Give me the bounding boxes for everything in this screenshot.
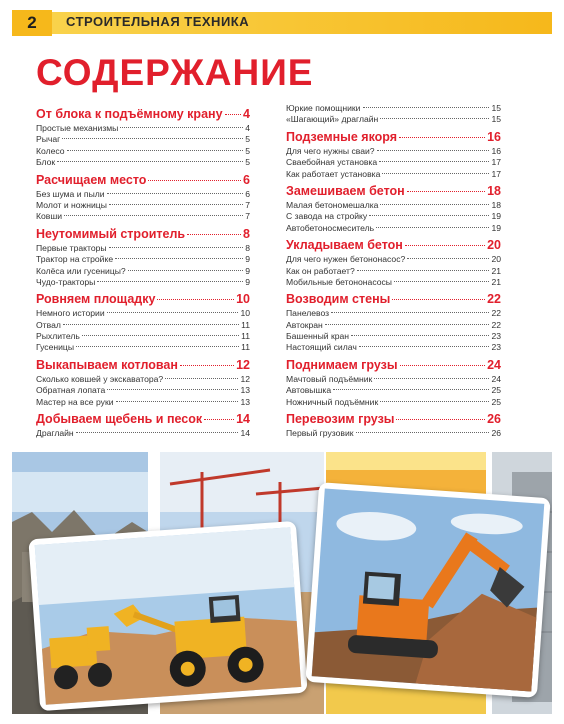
toc-subsection-entry bbox=[286, 331, 501, 342]
toc-entry-title: Молот и ножницы bbox=[36, 199, 107, 210]
toc-entry-title: Выкапываем котлован bbox=[36, 357, 178, 372]
toc-entry-title: От блока к подъёмному крану bbox=[36, 107, 223, 121]
toc-entry-title: Поднимаем грузы bbox=[286, 357, 398, 372]
excavator-photo bbox=[305, 482, 550, 698]
toc-entry-title: Сколько ковшей у экскаватора? bbox=[36, 373, 164, 384]
toc-subsection-entry bbox=[286, 103, 501, 114]
toc-subsection-entry bbox=[36, 157, 250, 168]
toc-entry-title: Добываем щебень и песок bbox=[36, 412, 203, 427]
toc-right-column bbox=[286, 103, 501, 439]
toc-subsection-entry bbox=[286, 211, 501, 222]
toc-entry-page: 9 bbox=[245, 265, 250, 276]
dot-leader bbox=[376, 227, 489, 228]
toc-subsection-entry bbox=[36, 189, 250, 200]
toc-entry-title: Мобильные бетононасосы bbox=[286, 276, 392, 287]
dot-leader bbox=[382, 173, 489, 174]
toc-subsection-entry bbox=[286, 157, 501, 168]
dot-leader bbox=[116, 401, 239, 402]
toc-entry-page: 10 bbox=[236, 292, 250, 307]
toc-entry-page: 24 bbox=[487, 357, 501, 372]
dot-leader bbox=[369, 215, 489, 216]
toc-subsection-entry bbox=[36, 342, 250, 353]
toc-entry-page: 17 bbox=[491, 168, 501, 179]
toc-section-entry bbox=[286, 128, 501, 146]
toc-entry-title: Для чего нужны сваи? bbox=[286, 145, 375, 156]
toc-entry-page: 11 bbox=[241, 319, 250, 330]
toc-entry-title: Перевозим грузы bbox=[286, 412, 395, 427]
dot-leader bbox=[392, 299, 485, 300]
toc-entry-title: Ковши bbox=[36, 211, 63, 222]
orange-crawler-excavator-illustration bbox=[305, 482, 550, 698]
toc-entry-title: Укладываем бетон bbox=[286, 238, 403, 253]
toc-entry-title: Чудо-тракторы bbox=[36, 276, 96, 287]
toc-subsection-entry bbox=[286, 385, 501, 396]
toc-entry-title: «Шагающий» драглайн bbox=[286, 114, 379, 125]
toc-entry-title: Рыхлитель bbox=[36, 331, 80, 342]
toc-subsection-entry bbox=[36, 211, 250, 222]
dot-leader bbox=[359, 346, 490, 347]
dot-leader bbox=[333, 389, 489, 390]
toc-entry-title: Ровняем площадку bbox=[36, 292, 156, 307]
dot-leader bbox=[379, 161, 489, 162]
dot-leader bbox=[107, 193, 244, 194]
toc-entry-title: Первый грузовик bbox=[286, 428, 354, 439]
toc-entry-title: Автокран bbox=[286, 319, 323, 330]
toc-entry-page: 18 bbox=[487, 183, 501, 198]
toc-entry-page: 11 bbox=[241, 331, 250, 342]
toc-entry-title: Гусеницы bbox=[36, 342, 74, 353]
toc-entry-title: Отвал bbox=[36, 319, 61, 330]
dot-leader bbox=[225, 114, 242, 115]
dot-leader bbox=[363, 107, 490, 108]
toc-entry-page: 21 bbox=[491, 276, 501, 287]
toc-entry-title: Для чего нужен бетононасос? bbox=[286, 254, 406, 265]
dot-leader bbox=[57, 161, 243, 162]
toc-entry-title: Малая бетономешалка bbox=[286, 199, 379, 210]
wheel-loader-photo bbox=[28, 521, 307, 711]
toc-section-entry bbox=[36, 290, 250, 308]
toc-subsection-entry bbox=[36, 320, 250, 331]
toc-subsection-entry bbox=[36, 277, 250, 288]
toc-entry-title: Неутомимый строитель bbox=[36, 226, 186, 241]
toc-entry-title: Автовышка bbox=[286, 385, 332, 396]
toc-entry-page: 11 bbox=[241, 342, 250, 353]
toc-section-entry bbox=[286, 182, 501, 200]
toc-subsection-entry bbox=[36, 243, 250, 254]
toc-entry-title: Замешиваем бетон bbox=[286, 183, 405, 198]
toc-entry-title: Первые тракторы bbox=[36, 242, 107, 253]
dot-leader bbox=[357, 270, 490, 271]
toc-entry-page: 5 bbox=[245, 157, 250, 168]
toc-entry-page: 13 bbox=[240, 396, 250, 407]
dot-leader bbox=[107, 389, 238, 390]
toc-subsection-entry bbox=[286, 308, 501, 319]
toc-entry-page: 15 bbox=[491, 103, 501, 113]
toc-entry-page: 8 bbox=[243, 226, 250, 241]
toc-section-entry bbox=[36, 410, 250, 428]
toc-entry-title: Как работает установка bbox=[286, 168, 381, 179]
page-number: 2 bbox=[12, 10, 52, 36]
header-title: СТРОИТЕЛЬНАЯ ТЕХНИКА bbox=[66, 14, 250, 29]
toc-subsection-entry bbox=[286, 200, 501, 211]
toc-subsection-entry bbox=[286, 266, 501, 277]
toc-entry-title: Обратная лопата bbox=[36, 385, 106, 396]
toc-entry-title: Простые механизмы bbox=[36, 123, 119, 133]
dot-leader bbox=[62, 138, 243, 139]
toc-subsection-entry bbox=[286, 374, 501, 385]
dot-leader bbox=[165, 378, 238, 379]
dot-leader bbox=[187, 234, 241, 235]
toc-entry-page: 10 bbox=[240, 308, 250, 319]
toc-entry-page: 16 bbox=[491, 145, 501, 156]
dot-leader bbox=[107, 312, 239, 313]
dot-leader bbox=[407, 191, 485, 192]
wheel-loader-and-dump-truck-illustration bbox=[28, 521, 307, 711]
toc-entry-page: 4 bbox=[245, 123, 250, 133]
toc-entry-page: 19 bbox=[491, 222, 501, 233]
toc-entry-title: Башенный кран bbox=[286, 331, 350, 342]
toc-entry-page: 23 bbox=[491, 331, 501, 342]
dot-leader bbox=[380, 118, 489, 119]
toc-subsection-entry bbox=[36, 146, 250, 157]
dot-leader bbox=[325, 324, 490, 325]
toc-entry-page: 6 bbox=[245, 188, 250, 199]
toc-section-entry bbox=[286, 356, 501, 374]
toc-entry-title: Колёса или гусеницы? bbox=[36, 265, 126, 276]
dot-leader bbox=[120, 127, 243, 128]
toc-entry-title: С завода на стройку bbox=[286, 211, 368, 222]
toc-entry-page: 22 bbox=[491, 308, 501, 319]
dot-leader bbox=[63, 324, 239, 325]
dot-leader bbox=[400, 365, 486, 366]
dot-leader bbox=[204, 419, 234, 420]
dot-leader bbox=[157, 299, 234, 300]
toc-subsection-entry bbox=[286, 223, 501, 234]
toc-entry-title: Трактор на стройке bbox=[36, 254, 114, 265]
toc-subsection-entry bbox=[36, 123, 250, 134]
toc-subsection-entry bbox=[36, 254, 250, 265]
toc-section-entry bbox=[286, 410, 501, 428]
toc-title: СОДЕРЖАНИЕ bbox=[36, 52, 314, 93]
toc-entry-page: 22 bbox=[491, 319, 501, 330]
toc-section-entry bbox=[286, 236, 501, 254]
toc-entry-title: Панелевоз bbox=[286, 308, 330, 319]
toc-entry-page: 18 bbox=[491, 199, 501, 210]
toc-entry-page: 8 bbox=[245, 242, 250, 253]
toc-entry-page: 26 bbox=[491, 428, 501, 439]
toc-subsection-entry bbox=[286, 254, 501, 265]
toc-entry-title: Мачтовый подъёмник bbox=[286, 373, 373, 384]
dot-leader bbox=[148, 180, 241, 181]
toc-entry-page: 9 bbox=[245, 254, 250, 265]
toc-subsection-entry bbox=[286, 277, 501, 288]
toc-subsection-entry bbox=[36, 266, 250, 277]
toc-entry-page: 25 bbox=[491, 385, 501, 396]
toc-subsection-entry bbox=[286, 114, 501, 125]
toc-entry-page: 13 bbox=[240, 385, 250, 396]
toc-entry-title: Возводим стены bbox=[286, 292, 391, 307]
toc-entry-page: 20 bbox=[491, 254, 501, 265]
toc-entry-page: 22 bbox=[487, 292, 501, 307]
toc-entry-page: 7 bbox=[245, 199, 250, 210]
toc-entry-title: Блок bbox=[36, 157, 56, 168]
toc-entry-page: 4 bbox=[243, 107, 250, 121]
toc-entry-page: 26 bbox=[487, 412, 501, 427]
toc-entry-page: 20 bbox=[487, 238, 501, 253]
toc-entry-title: Как он работает? bbox=[286, 265, 355, 276]
dot-leader bbox=[377, 150, 490, 151]
dot-leader bbox=[356, 432, 490, 433]
dot-leader bbox=[407, 258, 489, 259]
toc-entry-page: 5 bbox=[245, 145, 250, 156]
dot-leader bbox=[76, 432, 239, 433]
dot-leader bbox=[399, 137, 485, 138]
toc-entry-page: 6 bbox=[243, 172, 250, 187]
toc-entry-title: Драглайн bbox=[36, 428, 74, 439]
toc-section-entry bbox=[36, 171, 250, 189]
toc-subsection-entry bbox=[286, 342, 501, 353]
toc-section-entry bbox=[36, 356, 250, 374]
dot-leader bbox=[380, 204, 489, 205]
toc-subsection-entry bbox=[36, 428, 250, 439]
dot-leader bbox=[374, 378, 489, 379]
dot-leader bbox=[76, 346, 239, 347]
dot-leader bbox=[109, 247, 244, 248]
toc-entry-title: Сваебойная установка bbox=[286, 157, 378, 168]
toc-entry-title: Автобетоносмеситель bbox=[286, 222, 375, 233]
dot-leader bbox=[351, 335, 489, 336]
toc-subsection-entry bbox=[286, 169, 501, 180]
toc-entry-title: Без шума и пыли bbox=[36, 188, 105, 199]
toc-subsection-entry bbox=[36, 385, 250, 396]
dot-leader bbox=[396, 419, 485, 420]
dot-leader bbox=[97, 281, 243, 282]
toc-entry-page: 14 bbox=[240, 428, 250, 439]
toc-entry-title: Колесо bbox=[36, 145, 65, 156]
dot-leader bbox=[331, 312, 489, 313]
dot-leader bbox=[115, 258, 243, 259]
dot-leader bbox=[109, 204, 243, 205]
toc-entry-title: Подземные якоря bbox=[286, 129, 398, 144]
toc-subsection-entry bbox=[36, 308, 250, 319]
toc-entry-page: 5 bbox=[245, 134, 250, 145]
toc-entry-title: Расчищаем место bbox=[36, 172, 147, 187]
dot-leader bbox=[380, 401, 489, 402]
dot-leader bbox=[64, 215, 243, 216]
toc-entry-page: 14 bbox=[236, 412, 250, 427]
toc-section-entry bbox=[36, 225, 250, 243]
dot-leader bbox=[405, 245, 485, 246]
toc-entry-title: Немного истории bbox=[36, 308, 105, 319]
toc-subsection-entry bbox=[36, 397, 250, 408]
toc-entry-page: 17 bbox=[491, 157, 501, 168]
toc-subsection-entry bbox=[36, 134, 250, 145]
dot-leader bbox=[82, 335, 239, 336]
toc-entry-page: 7 bbox=[245, 211, 250, 222]
dot-leader bbox=[180, 365, 234, 366]
toc-subsection-entry bbox=[286, 428, 501, 439]
toc-entry-title: Настоящий силач bbox=[286, 342, 357, 353]
toc-subsection-entry bbox=[286, 320, 501, 331]
toc-subsection-entry bbox=[286, 397, 501, 408]
toc-subsection-entry bbox=[36, 331, 250, 342]
photo-collage bbox=[12, 452, 552, 714]
toc-entry-page: 19 bbox=[491, 211, 501, 222]
toc-entry-page: 9 bbox=[245, 276, 250, 287]
toc-subsection-entry bbox=[286, 146, 501, 157]
dot-leader bbox=[394, 281, 489, 282]
toc-entry-page: 23 bbox=[491, 342, 501, 353]
toc-entry-title: Рычаг bbox=[36, 134, 61, 145]
toc-subsection-entry bbox=[36, 374, 250, 385]
toc-entry-page: 25 bbox=[491, 396, 501, 407]
toc-entry-title: Мастер на все руки bbox=[36, 396, 114, 407]
dot-leader bbox=[128, 270, 244, 271]
dot-leader bbox=[67, 150, 244, 151]
toc-entry-title: Юркие помощники bbox=[286, 103, 361, 113]
toc-section-entry bbox=[286, 290, 501, 308]
toc-entry-page: 12 bbox=[236, 357, 250, 372]
toc-entry-page: 24 bbox=[491, 373, 501, 384]
toc-entry-title: Ножничный подъёмник bbox=[286, 396, 379, 407]
toc-entry-page: 15 bbox=[491, 114, 501, 125]
toc-section-entry bbox=[36, 105, 250, 123]
toc-entry-page: 12 bbox=[240, 373, 250, 384]
toc-subsection-entry bbox=[36, 200, 250, 211]
toc-entry-page: 16 bbox=[487, 129, 501, 144]
toc-entry-page: 21 bbox=[491, 265, 501, 276]
toc-left-column bbox=[36, 103, 250, 439]
